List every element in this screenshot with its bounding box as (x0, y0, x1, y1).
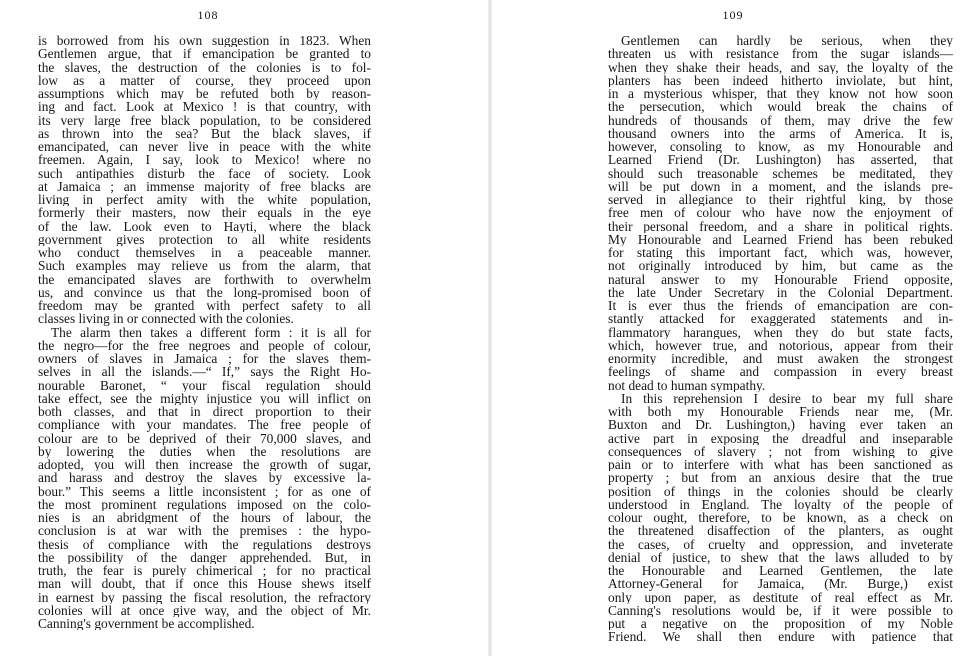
text-line: enormity incredible, and must awaken the strongest (608, 352, 953, 366)
text-line: the negro—for the free negroes and people of colour, (38, 338, 371, 352)
text-line: both classes, and that in direct proportion to their (38, 405, 371, 419)
text-line: bour.” This seems a little inconsistent ; for as one of (38, 484, 371, 498)
text-line: living in perfect amity with the white population, (38, 193, 371, 207)
text-line: In this reprehension I desire to bear my full share (621, 391, 953, 405)
text-line: classes living in or connected with the colonies. (38, 312, 294, 326)
text-line: only upon paper, as destitute of real effect as Mr. (608, 590, 953, 604)
text-line: assumptions which may be refuted both by reason- (38, 87, 371, 101)
text-line: the possibility of the danger apprehended. But, in (38, 550, 371, 564)
text-line: Canning's government be accomplished. (38, 617, 255, 631)
text-line: selves in all the islands.—“ If,” says the Right Ho- (38, 365, 371, 379)
text-line: Attorney-General for Jamaica, (Mr. Burge,) exist (608, 577, 953, 591)
text-line: which, however true, and notorious, appear from their (608, 338, 953, 352)
text-line: My Honourable and Learned Friend has been rebuked (608, 232, 953, 246)
text-line: should such treasonable schemes be meditated, they (608, 166, 953, 180)
text-line: Canning's resolutions would be, if it were possible to (608, 603, 953, 617)
text-line: ing and fact. Look at Mexico ! is that country, with (38, 100, 371, 114)
text-line: compliance with your mandates. The free people of (38, 418, 371, 432)
text-line: the emancipated slaves are forthwith to overwhelm (38, 272, 371, 286)
text-line: the slaves, the destruction of the colonies is to fol- (38, 60, 371, 74)
text-line: It is ever thus the friends of emancipation are con- (608, 299, 953, 313)
text-line: planters has been indeed hitherto inviolate, but hint, (608, 73, 953, 87)
page-number: 109 (722, 8, 744, 22)
text-line: active part in exposing the dreadful and inseparable (608, 431, 953, 445)
text-line: consequences of slavery ; not from wishing to give (608, 444, 953, 458)
text-line: for stating this important fact, which was, however, (608, 246, 953, 260)
text-line: Gentlemen argue, that if emancipation be granted to (38, 47, 371, 61)
text-line: put a negative on the proposition of my Noble (608, 617, 953, 631)
text-line: formerly their masters, now their equals in the eye (38, 206, 371, 220)
text-line: hundreds of thousands of them, may drive the few (608, 113, 953, 127)
text-line: position of things in the colonies should be clearly (608, 484, 953, 498)
text-line: flammatory harangues, when they do but state facts, (608, 325, 953, 339)
text-line: freedom may be granted with perfect safety to all (38, 299, 371, 313)
page-text (608, 34, 953, 644)
text-line: understood in England. The loyalty of the people of (608, 497, 953, 511)
text-line: truth, the fear is purely chimerical ; for no practical (38, 564, 371, 578)
text-line: nies is an abridgment of the hours of labour, the (38, 511, 371, 525)
text-line: not dead to human sympathy. (608, 378, 766, 392)
text-line: us, and convince us that the long-promised boon of (38, 285, 371, 299)
text-line: colour ought, therefore, to be known, as a check on (608, 511, 953, 525)
text-line: take effect, see the mighty injustice you will inflict on (38, 391, 371, 405)
text-line: Learned Friend (Dr. Lushington) has asserted, that (608, 153, 953, 167)
text-line: as thrown into the sea? But the black slaves, if (38, 126, 371, 140)
text-line: its very large free black population, to be considered (38, 113, 371, 127)
text-line: property ; but from an anxious desire that the true (608, 471, 953, 485)
text-line: when they shake their heads, and say, the loyalty of the (608, 60, 953, 74)
text-line: pain or to interfere with what has been sanctioned as (608, 458, 953, 472)
text-line: the late Under Secretary in the Colonial Department. (608, 285, 953, 299)
text-line: natural answer to my Honourable Friend opposite, (608, 272, 953, 286)
text-line: Friend. We shall then endure with patience that (608, 630, 953, 644)
right-page (490, 0, 980, 656)
text-line: in earnest by passing the fiscal resolution, the refractory (38, 590, 371, 604)
text-line: low as a matter of course, they proceed upon (38, 73, 371, 87)
text-line: not originally introduced by him, but came as the (608, 259, 953, 273)
text-line: the Honourable and Learned Gentlemen, the late (608, 564, 953, 578)
text-line: served in allegiance to their rightful king, by those (608, 193, 953, 207)
text-line: Buxton and Dr. Lushington,) having ever taken an (608, 418, 953, 432)
text-line: of the law. Look even to Hayti, where the black (38, 219, 371, 233)
text-line: thesis of compliance with the regulations destroys (38, 537, 371, 551)
text-line: will be put down in a moment, and the islands pre- (608, 179, 953, 193)
text-line: conclusion is at war with the premises : the hypo- (38, 524, 371, 538)
text-line: man will doubt, that if once this House shews itself (38, 577, 371, 591)
text-line: the cases, of cruelty and oppression, and inveterate (608, 537, 953, 551)
text-line: at Jamaica ; an immense majority of free blacks are (38, 179, 371, 193)
text-line: The alarm then takes a different form : it is all for (51, 325, 371, 339)
text-line: thousand owners into the arms of America. It is, (608, 126, 953, 140)
text-line: with both my Honourable Friends near me, (Mr. (608, 405, 953, 419)
text-line: adopted, you will then increase the growth of sugar, (38, 458, 371, 472)
text-line: owners of slaves in Jamaica ; for the slaves them- (38, 352, 371, 366)
text-line: stantly attacked for exaggerated statements and in- (608, 312, 953, 326)
text-line: the most prominent regulations imposed on the colo- (38, 497, 371, 511)
text-line: Gentlemen can hardly be serious, when they (621, 34, 953, 48)
text-line: Such examples may relieve us from the alarm, that (38, 259, 371, 273)
text-line: threaten us with resistance from the sugar islands— (608, 47, 953, 61)
text-line: however, consoling to know, as my Honourable and (608, 140, 953, 154)
text-line: feelings of shame and compassion in every breast (608, 365, 953, 379)
text-line: the persecution, which would break the chains of (608, 100, 953, 114)
text-line: in a mysterious whisper, that they know not how soon (608, 87, 953, 101)
text-line: free men of colour who have now the enjoyment of (608, 206, 953, 220)
text-line: colour are to be deprived of their 70,000 slaves, and (38, 431, 371, 445)
text-line: and harass and destroy the slaves by excessive la- (38, 471, 371, 485)
text-line: denial of justice, to shew that the laws alluded to by (608, 550, 953, 564)
text-line: the threatened disaffection of the planters, as ought (608, 524, 953, 538)
text-line: colonies will at once give way, and the object of Mr. (38, 603, 371, 617)
text-line: emancipated, can never live in peace with the white (38, 140, 371, 154)
text-line: is borrowed from his own suggestion in 1823. When (38, 34, 371, 48)
text-line: their personal freedom, and a share in political rights. (608, 219, 953, 233)
page-text (38, 34, 371, 630)
text-line: freemen. Again, I say, look to Mexico! where no (38, 153, 371, 167)
text-line: by lowering the duties when the resolutions are (38, 444, 371, 458)
text-line: who conduct themselves in a peaceable manner. (38, 246, 371, 260)
text-line: government gives protection to all white residents (38, 232, 371, 246)
page-number: 108 (197, 8, 219, 22)
text-line: such antipathies disturb the face of society. Look (38, 166, 371, 180)
text-line: nourable Baronet, “ your fiscal regulation should (38, 378, 371, 392)
